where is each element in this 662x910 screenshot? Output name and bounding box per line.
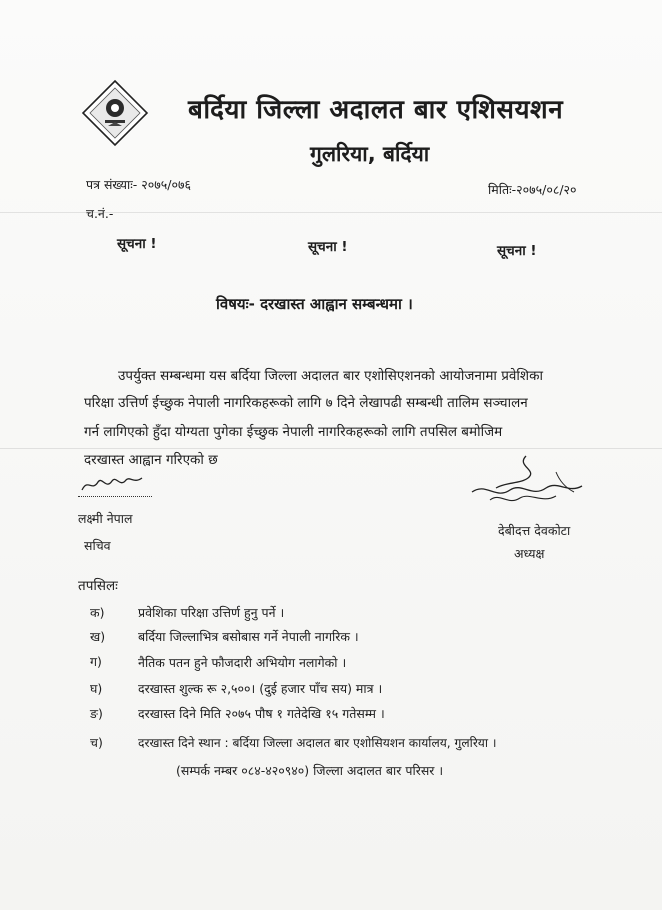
- body-paragraph-line: गर्न लागिएको हुँदा योग्यता पुगेका ईच्छुक नेपाली नागरिकहरूको लागि तपसिल बमोजिम: [84, 424, 503, 440]
- subject-line: विषयः- दरखास्त आह्वान सम्बन्धमा ।: [216, 295, 413, 313]
- secretary-signature: [78, 472, 148, 496]
- letter-number: पत्र संख्याः- २०७५/०७६: [86, 177, 191, 192]
- detail-label: क): [90, 605, 105, 620]
- notice-heading: सूचना !: [117, 236, 157, 252]
- detail-label: घ): [90, 681, 103, 696]
- secretary-title: सचिव: [84, 538, 111, 553]
- contact-note: (सम्पर्क नम्बर ०८४-४२०९४०) जिल्ला अदालत बार परिसर ।: [176, 763, 444, 778]
- detail-label: ङ): [90, 706, 103, 721]
- detail-label: च): [90, 735, 103, 750]
- body-paragraph-line: दरखास्त आह्वान गरिएको छ: [84, 452, 218, 468]
- notice-heading: सूचना !: [308, 239, 348, 255]
- bar-association-seal-icon: [80, 78, 150, 148]
- detail-text: नैतिक पतन हुने फौजदारी अभियोग नलागेको ।: [138, 655, 347, 670]
- notice-heading: सूचना !: [497, 243, 537, 259]
- secretary-name: लक्ष्मी नेपाल: [78, 511, 133, 526]
- body-paragraph-line: परिक्षा उत्तिर्ण ईच्छुक नेपाली नागरिकहरूको लागि ७ दिने लेखापढी सम्बन्धी तालिम सञ्चालन: [84, 395, 528, 411]
- chairperson-name: देबीदत्त देवकोटा: [498, 523, 571, 538]
- detail-text: दरखास्त दिने स्थान : बर्दिया जिल्ला अदालत बार एशोसियशन कार्यालय, गुलरिया ।: [138, 736, 497, 750]
- organization-title: बर्दिया जिल्ला अदालत बार एशिसयशन: [188, 95, 564, 125]
- chairperson-title: अध्यक्ष: [514, 546, 545, 561]
- chairperson-signature: [466, 452, 586, 512]
- detail-label: ख): [90, 629, 106, 644]
- detail-text: दरखास्त दिने मिति २०७५ पौष १ गतेदेखि १५ गतेसम्म ।: [138, 706, 385, 721]
- letter-date: मितिः-२०७५/०८/२०: [488, 182, 577, 197]
- organization-location: गुलरिया, बर्दिया: [310, 142, 430, 166]
- detail-text: बर्दिया जिल्लाभित्र बसोबास गर्ने नेपाली नागरिक ।: [138, 629, 359, 644]
- dispatch-number: च.नं.-: [86, 206, 114, 221]
- signature-line: [78, 496, 152, 497]
- paper-fold-line: [0, 448, 662, 449]
- detail-text: प्रवेशिका परिक्षा उत्तिर्ण हुनु पर्ने ।: [138, 605, 285, 620]
- body-paragraph-line: उपर्युक्त सम्बन्धमा यस बर्दिया जिल्ला अदालत बार एशोसिएशनको आयोजनामा प्रवेशिका: [118, 368, 543, 384]
- detail-label: ग): [90, 654, 102, 669]
- detail-text: दरखास्त शुल्क रू २,५००। (दुई हजार पाँच सय) मात्र ।: [138, 681, 383, 696]
- details-heading: तपसिलः: [78, 578, 118, 594]
